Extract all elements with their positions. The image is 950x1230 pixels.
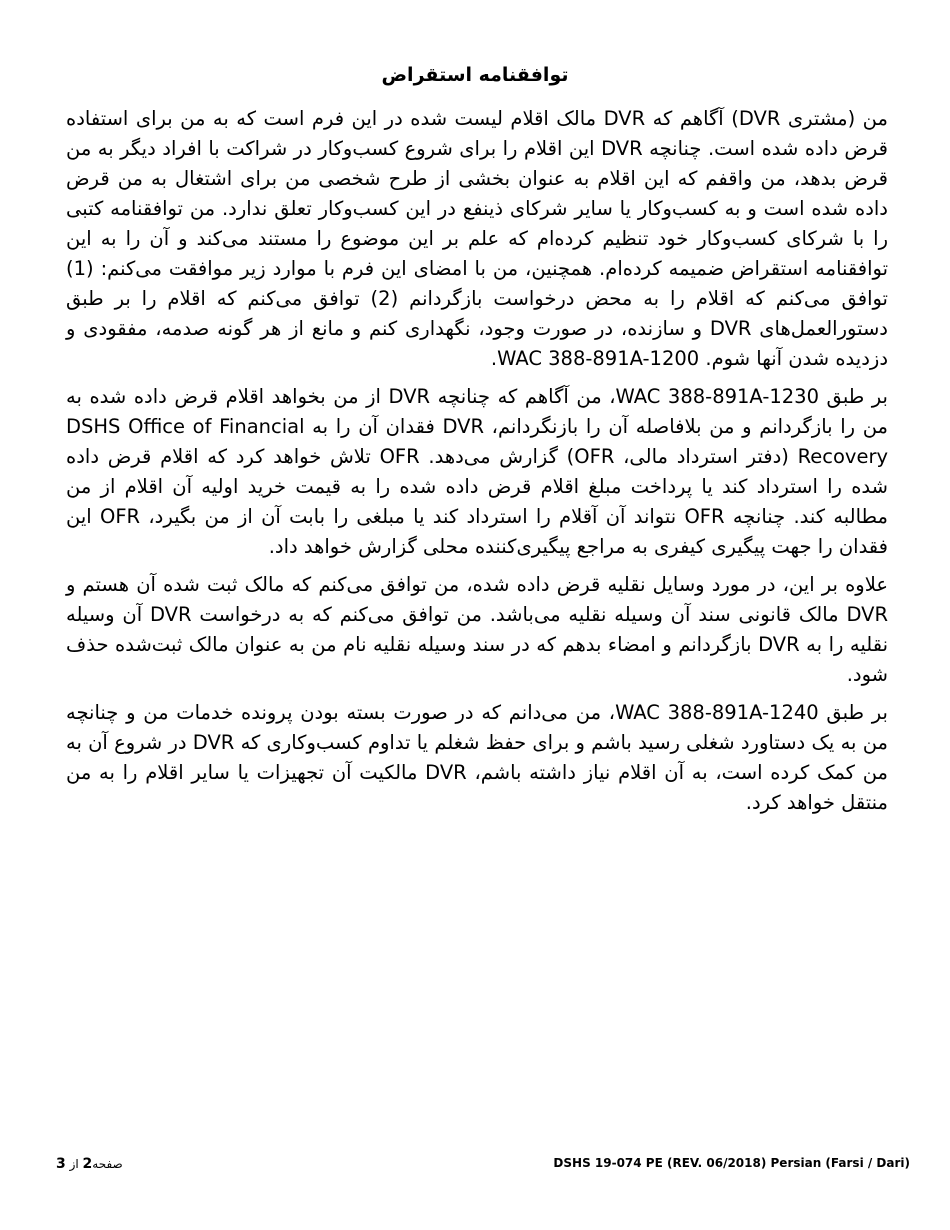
- paragraph-4: بر طبق WAC 388-891A-1240، من می‌دانم که در صورت بسته بودن پرونده خدمات من و چنانچه من به یک دستاورد شغلی رسید باشم و برای حفظ شغلم یا تداوم کسب‌وکاری که DVR در شروع آن به من کمک کرده است، به آن اقلام نیاز داشته باشم، DVR مالکیت آن تجهیزات یا سایر اقلام را به من منتقل خواهد کرد.: [66, 701, 888, 814]
- page-total: 3: [56, 1156, 66, 1172]
- paragraph-1: من (مشتری DVR) آگاهم که DVR مالک اقلام لیست شده در این فرم است که به من برای استفاده قرض داده شده است. چنانچه DVR این اقلام را برای شروع کسب‌وکار در شراکت با افراد دیگر به من قرض بدهد، من واقفم که این اقلام به عنوان بخشی از طرح شخصی من برای اشتغال به من قرض داده شده است و به کسب‌وکار یا سایر شرکای ذینفع در این کسب‌وکار تعلق ندارد. من توافقنامه کتبی را با شرکای کسب‌وکار خود تنظیم کرده‌ام که علم بر این موضوع را مستند می‌کند و آن را به این توافقنامه استقراض ضمیمه کرده‌ام. همچنین، من با امضای این فرم با موارد زیر موافقت می‌کنم: (1) توافق می‌کنم که اقلام را به محض درخواست بازگردانم (2) توافق می‌کنم که اقلام را بر طبق دستورالعمل‌های DVR و سازنده، در صورت وجود، نگهداری کنم و مانع از هر گونه صدمه، مفقودی و دزدیده شدن آنها شوم. WAC 388-891A-1200.: [66, 107, 888, 370]
- page-current: 2: [82, 1156, 93, 1172]
- form-id: DSHS 19-074 PE (REV. 06/2018) Persian (Farsi / Dari): [553, 1156, 910, 1170]
- document-body: [66, 104, 888, 826]
- document-title: توافقنامه استقراض: [381, 64, 569, 86]
- page-number: [56, 1156, 123, 1172]
- paragraph-2: بر طبق WAC 388-891A-1230، من آگاهم که چنانچه DVR از من بخواهد اقلام قرض داده شده به من را بازگردانم و من بلافاصله آن را بازنگردانم، DVR فقدان آن را به DSHS Office of Financial Recovery (دفتر استرداد مالی، OFR) گزارش می‌دهد. OFR تلاش خواهد کرد که اقلام قرض داده شده را استرداد کند یا پرداخت مبلغ اقلام قرض داده شده را به قیمت خرید اولیه آن اقلام از من مطالبه کند. چنانچه OFR نتواند آن آقلام را استرداد کند یا مبلغی را بابت آن از من بگیرد، OFR این فقدان را جهت پیگیری کیفری به مراجع پیگیری‌کننده محلی گزارش خواهد داد.: [66, 385, 889, 558]
- paragraph-3: علاوه بر این، در مورد وسایل نقلیه قرض داده شده، من توافق می‌کنم که مالک ثبت شده آن هستم و DVR مالک قانونی سند آن وسیله نقلیه می‌باشد. من توافق می‌کنم که به درخواست DVR آن وسیله نقلیه را به DVR بازگردانم و امضاء بدهم که در سند وسیله نقلیه نام من به عنوان مالک ثبت‌شده حذف شود.: [66, 573, 888, 686]
- page-label: صفحه: [92, 1157, 123, 1171]
- page-of-label: از: [69, 1157, 79, 1171]
